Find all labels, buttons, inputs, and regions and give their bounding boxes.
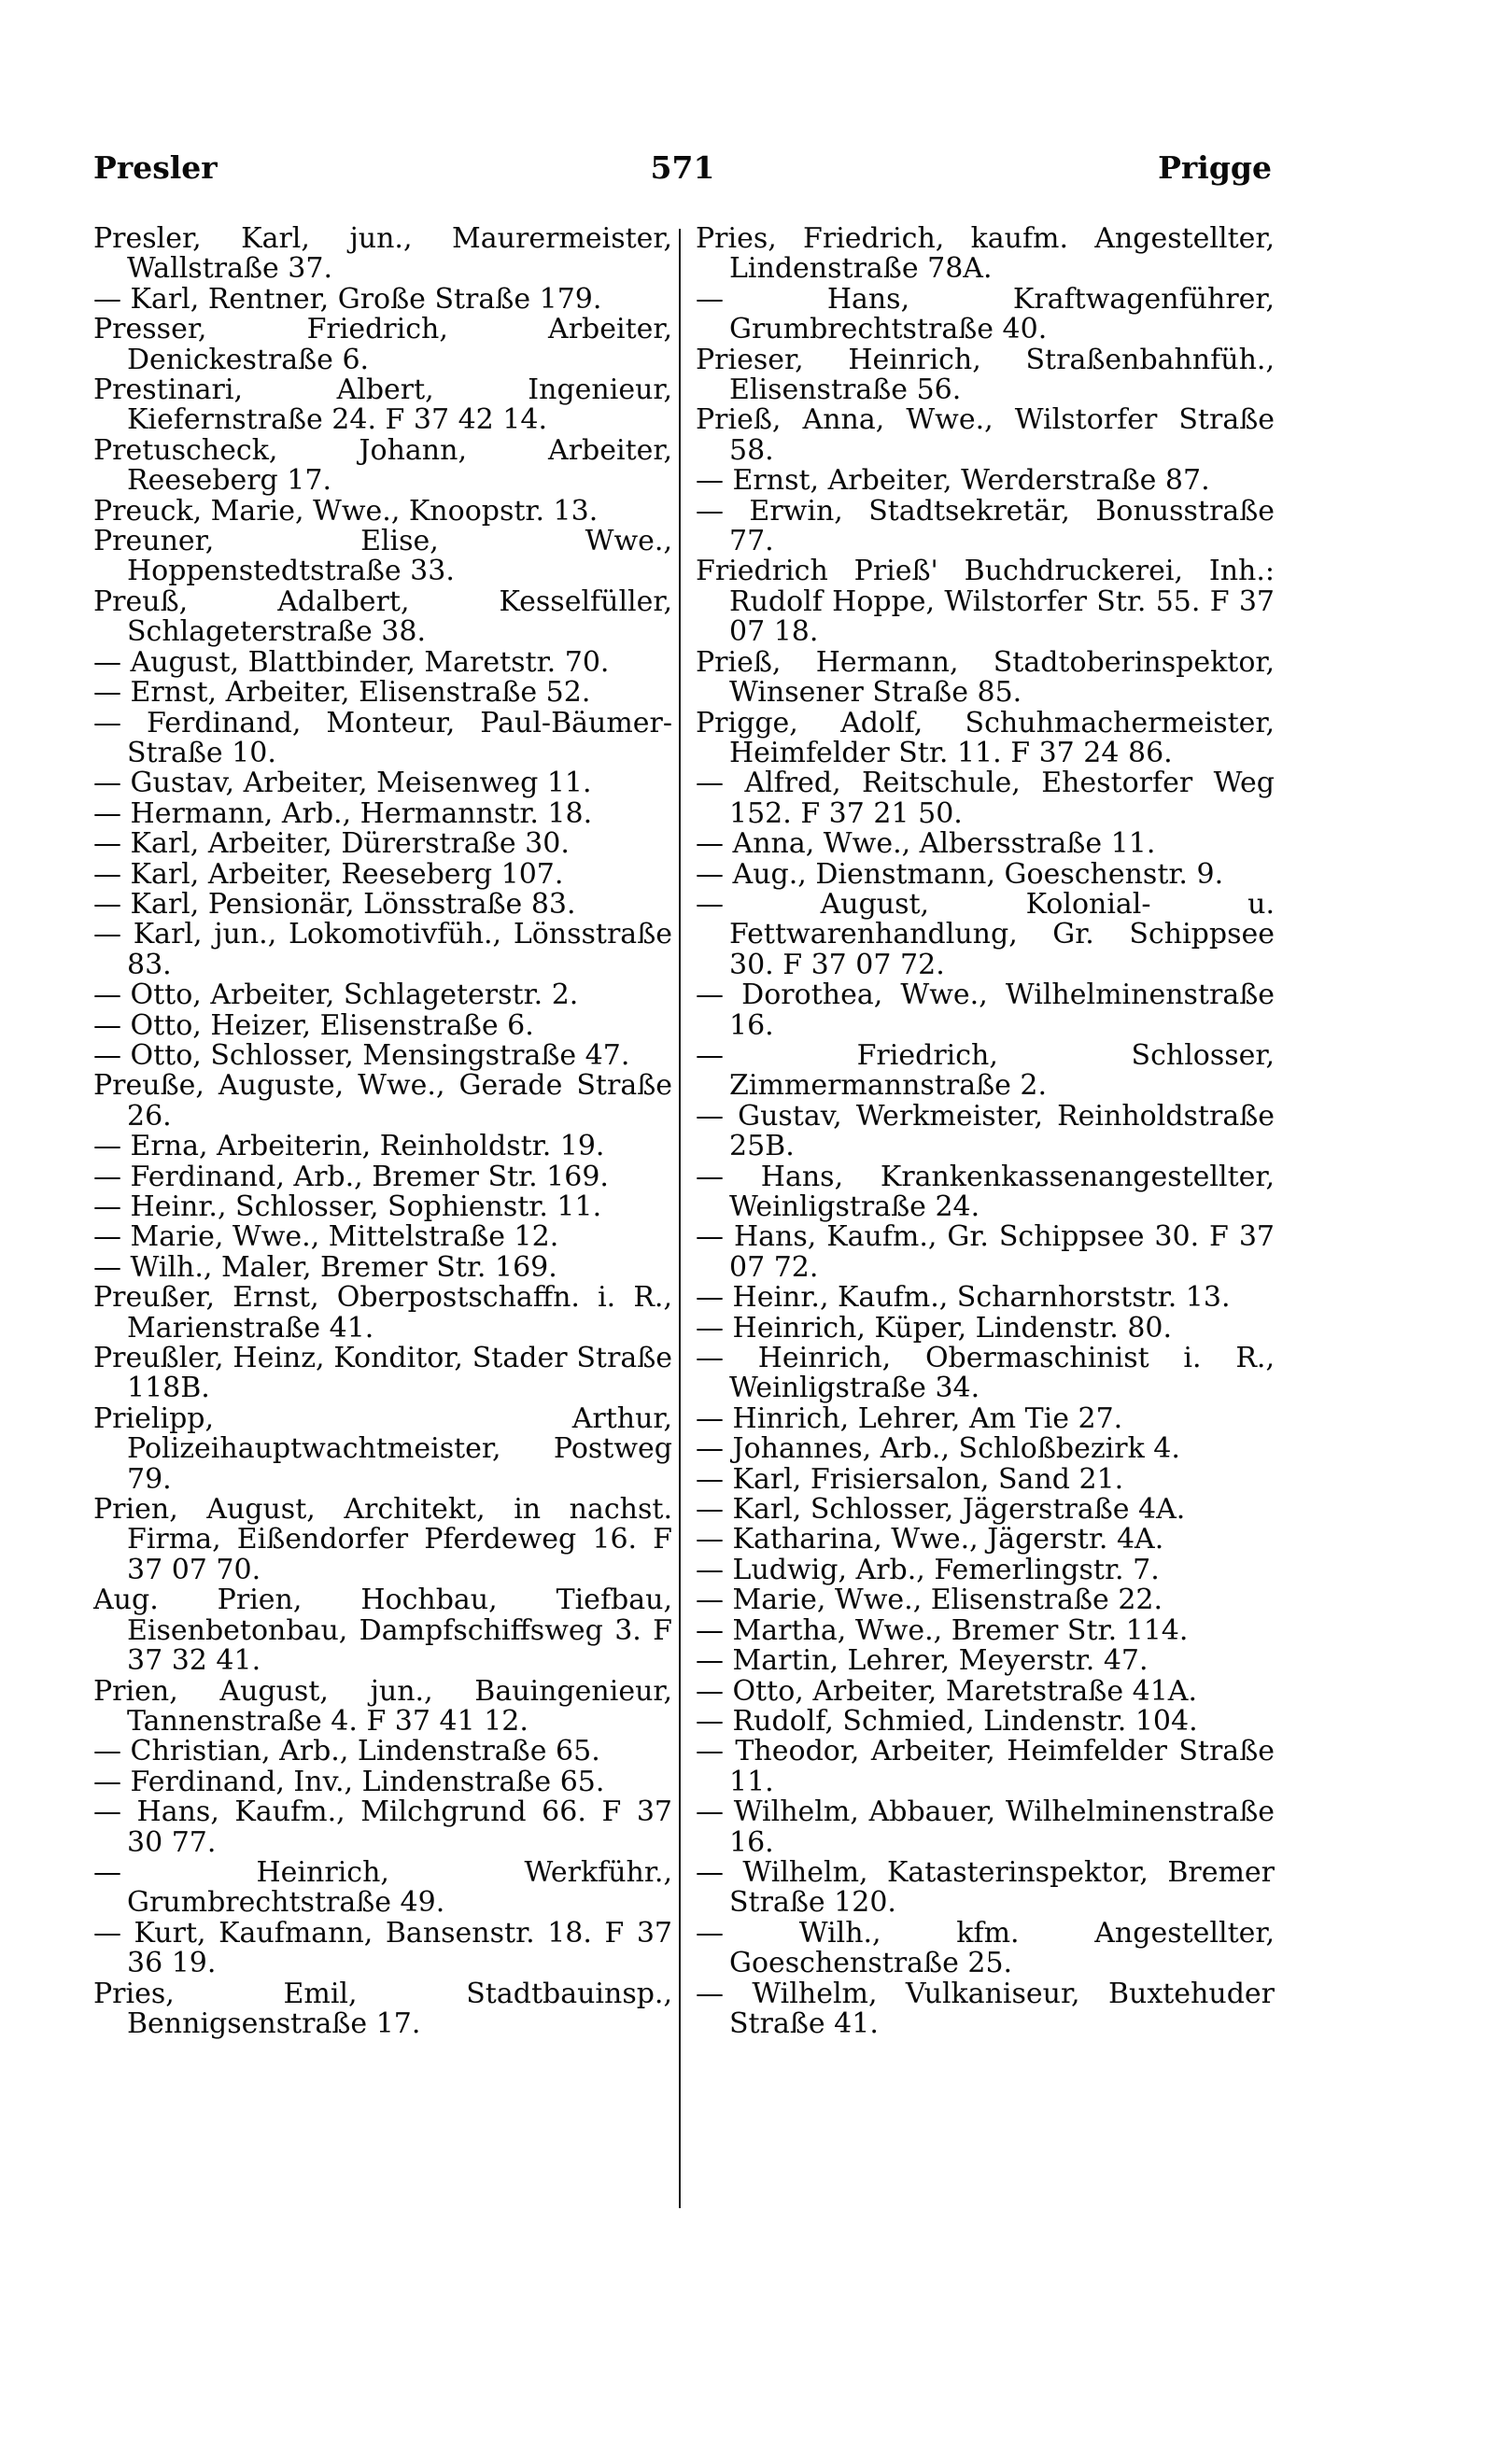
- directory-entry: Prien, August, jun., Bauingenieur, Tannenstraße 4. F 37 41 12.: [93, 1674, 672, 1738]
- directory-entry: Presler, Karl, jun., Maurermeister, Wallstraße 37.: [93, 222, 672, 286]
- directory-entry: — Dorothea, Wwe., Wilhelminenstraße 16.: [696, 979, 1275, 1042]
- directory-entry: — Hans, Krankenkassenangestellter, Weinligstraße 24.: [696, 1160, 1275, 1223]
- directory-entry: Preußler, Heinz, Konditor, Stader Straße 118B.: [93, 1342, 672, 1405]
- directory-entry: Friedrich Prieß' Buchdruckerei, Inh.: Rudolf Hoppe, Wilstorfer Str. 55. F 37 07 18.: [696, 555, 1275, 649]
- directory-entry: — Karl, Frisiersalon, Sand 21.: [696, 1462, 1124, 1496]
- directory-entry: — Alfred, Reitschule, Ehestorfer Weg 152. F 37 21 50.: [696, 767, 1275, 830]
- directory-entry: — Karl, Arbeiter, Reeseberg 107.: [93, 857, 564, 891]
- directory-entry: — Karl, jun., Lokomotivfüh., Lönsstraße 83.: [93, 918, 672, 981]
- directory-entry: — Aug., Dienstmann, Goeschenstr. 9.: [696, 857, 1224, 891]
- directory-entry: — Wilh., Maler, Bremer Str. 169.: [93, 1250, 557, 1284]
- directory-entry: — Ernst, Arbeiter, Elisenstraße 52.: [93, 676, 591, 710]
- directory-entry: — August, Blattbinder, Maretstr. 70.: [93, 645, 610, 679]
- directory-entry: — Karl, Schlosser, Jägerstraße 4A.: [696, 1493, 1186, 1527]
- directory-entry: Prielipp, Arthur, Polizeihauptwachtmeister, Postweg 79.: [93, 1401, 672, 1496]
- directory-entry: — Erwin, Stadtsekretär, Bonusstraße 77.: [696, 494, 1275, 558]
- directory-entry: Preußer, Ernst, Oberpostschaffn. i. R., Marienstraße 41.: [93, 1281, 672, 1345]
- directory-entry: — Kurt, Kaufmann, Bansenstr. 18. F 37 36 19.: [93, 1916, 672, 1980]
- directory-entry: Pries, Friedrich, kaufm. Angestellter, Lindenstraße 78A.: [696, 222, 1275, 286]
- directory-entry: — Rudolf, Schmied, Lindenstr. 104.: [696, 1704, 1198, 1738]
- running-head-right: Prigge: [1158, 149, 1272, 186]
- page-number: 571: [650, 149, 715, 186]
- running-head: [93, 140, 1272, 196]
- directory-entry: — Heinrich, Obermaschinist i. R., Weinligstraße 34.: [696, 1342, 1275, 1405]
- left-column: [93, 224, 672, 2039]
- directory-entry: — Marie, Wwe., Mittelstraße 12.: [93, 1220, 559, 1254]
- directory-entry: — Erna, Arbeiterin, Reinholdstr. 19.: [93, 1130, 605, 1163]
- directory-entry: — Karl, Arbeiter, Dürerstraße 30.: [93, 827, 570, 861]
- directory-entry: — August, Kolonial- u. Fettwarenhandlung, Gr. Schippsee 30. F 37 07 72.: [696, 887, 1275, 981]
- directory-entry: — Wilhelm, Katasterinspektor, Bremer Straße 120.: [696, 1855, 1275, 1920]
- directory-entry: — Ferdinand, Monteur, Paul-Bäumer-Straße 10.: [93, 706, 672, 769]
- directory-entry: — Hans, Kraftwagenführer, Grumbrechtstraße 40.: [696, 282, 1275, 346]
- directory-entry: Pretuscheck, Johann, Arbeiter, Reeseberg 17.: [93, 433, 672, 498]
- directory-entry: Pries, Emil, Stadtbauinsp., Bennigsenstraße 17.: [93, 1977, 672, 2040]
- directory-entry: Prieß, Hermann, Stadtoberinspektor, Winsener Straße 85.: [696, 645, 1275, 710]
- directory-entry: — Johannes, Arb., Schloßbezirk 4.: [696, 1432, 1180, 1466]
- directory-entry: — Wilhelm, Abbauer, Wilhelminenstraße 16.: [696, 1795, 1275, 1859]
- directory-entry: — Ferdinand, Inv., Lindenstraße 65.: [93, 1765, 605, 1798]
- directory-entry: Preuße, Auguste, Wwe., Gerade Straße 26.: [93, 1069, 672, 1133]
- directory-entry: Preuß, Adalbert, Kesselfüller, Schlageterstraße 38.: [93, 584, 672, 649]
- directory-entry: Presser, Friedrich, Arbeiter, Denickestraße 6.: [93, 313, 672, 376]
- directory-entry: — Karl, Rentner, Große Straße 179.: [93, 282, 602, 316]
- directory-entry: Prestinari, Albert, Ingenieur, Kiefernstraße 24. F 37 42 14.: [93, 373, 672, 437]
- directory-entry: — Ernst, Arbeiter, Werderstraße 87.: [696, 464, 1210, 498]
- directory-entry: — Heinr., Schlosser, Sophienstr. 11.: [93, 1190, 602, 1223]
- directory-entry: — Ludwig, Arb., Femerlingstr. 7.: [696, 1553, 1160, 1586]
- directory-entry: — Otto, Heizer, Elisenstraße 6.: [93, 1008, 534, 1042]
- directory-entry: — Hermann, Arb., Hermannstr. 18.: [93, 796, 593, 830]
- directory-entry: Prieser, Heinrich, Straßenbahnfüh., Elisenstraße 56.: [696, 343, 1275, 407]
- directory-entry: — Christian, Arb., Lindenstraße 65.: [93, 1735, 600, 1768]
- directory-entry: Preuck, Marie, Wwe., Knoopstr. 13.: [93, 494, 599, 528]
- directory-entry: — Gustav, Werkmeister, Reinholdstraße 25B.: [696, 1099, 1275, 1163]
- directory-entry: — Otto, Arbeiter, Maretstraße 41A.: [696, 1674, 1197, 1708]
- directory-entry: — Hinrich, Lehrer, Am Tie 27.: [696, 1401, 1123, 1435]
- directory-entry: — Ferdinand, Arb., Bremer Str. 169.: [93, 1160, 609, 1193]
- directory-entry: — Hans, Kaufm., Gr. Schippsee 30. F 37 07 72.: [696, 1220, 1275, 1284]
- directory-entry: — Otto, Schlosser, Mensingstraße 47.: [93, 1038, 630, 1072]
- directory-entry: — Martin, Lehrer, Meyerstr. 47.: [696, 1644, 1149, 1678]
- directory-entry: Prien, August, Architekt, in nachst. Firma, Eißendorfer Pferdeweg 16. F 37 07 70.: [93, 1493, 672, 1586]
- directory-entry: — Theodor, Arbeiter, Heimfelder Straße 11.: [696, 1735, 1275, 1798]
- right-column: [696, 224, 1275, 2039]
- directory-entry: — Hans, Kaufm., Milchgrund 66. F 37 30 77.: [93, 1795, 672, 1859]
- directory-entry: — Heinrich, Küper, Lindenstr. 80.: [696, 1311, 1173, 1345]
- directory-entry: — Otto, Arbeiter, Schlageterstr. 2.: [93, 979, 579, 1012]
- directory-entry: Prigge, Adolf, Schuhmachermeister, Heimfelder Str. 11. F 37 24 86.: [696, 706, 1275, 769]
- running-head-left: Presler: [93, 149, 218, 186]
- directory-entry: — Marie, Wwe., Elisenstraße 22.: [696, 1584, 1163, 1617]
- directory-entry: — Friedrich, Schlosser, Zimmermannstraße 2.: [696, 1038, 1275, 1103]
- directory-entry: — Wilhelm, Vulkaniseur, Buxtehuder Straße 41.: [696, 1977, 1275, 2040]
- column-divider: [679, 229, 681, 2208]
- directory-entry: — Wilh., kfm. Angestellter, Goeschenstraße 25.: [696, 1916, 1275, 1980]
- directory-entry: Preuner, Elise, Wwe., Hoppenstedtstraße 33.: [93, 525, 672, 588]
- directory-entry: — Heinr., Kaufm., Scharnhorststr. 13.: [696, 1281, 1231, 1315]
- directory-entry: — Martha, Wwe., Bremer Str. 114.: [696, 1613, 1189, 1647]
- directory-entry: — Heinrich, Werkführ., Grumbrechtstraße 49.: [93, 1855, 672, 1920]
- directory-entry: Aug. Prien, Hochbau, Tiefbau, Eisenbetonbau, Dampfschiffsweg 3. F 37 32 41.: [93, 1584, 672, 1678]
- directory-entry: Prieß, Anna, Wwe., Wilstorfer Straße 58.: [696, 403, 1275, 467]
- directory-entry: — Katharina, Wwe., Jägerstr. 4A.: [696, 1523, 1164, 1556]
- directory-entry: — Karl, Pensionär, Lönsstraße 83.: [93, 887, 576, 921]
- directory-entry: — Anna, Wwe., Albersstraße 11.: [696, 827, 1156, 861]
- directory-entry: — Gustav, Arbeiter, Meisenweg 11.: [93, 767, 592, 800]
